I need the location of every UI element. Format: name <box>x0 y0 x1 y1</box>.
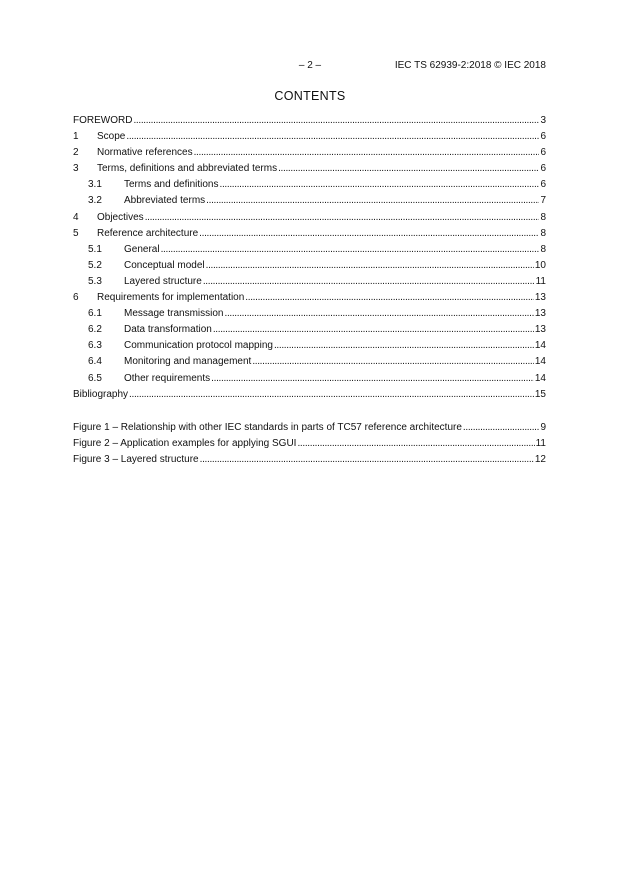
toc-entry-terms-definitions[interactable] <box>73 161 546 177</box>
toc-entry-number: 6.2 <box>88 324 102 336</box>
dot-leader <box>126 129 539 145</box>
document-id: IEC TS 62939-2:2018 © IEC 2018 <box>394 60 546 71</box>
dot-leader <box>220 177 540 193</box>
dot-leader <box>252 354 534 370</box>
toc-entry-title: Monitoring and management <box>124 356 252 368</box>
dot-leader <box>161 242 540 258</box>
toc-entry-number: 1 <box>73 131 79 143</box>
toc-entry-protocol-mapping[interactable] <box>73 338 546 354</box>
dot-leader <box>199 226 539 242</box>
toc-entry-page: 6 <box>540 163 546 175</box>
toc-entry-number: 5.1 <box>88 243 102 255</box>
toc-entry-number: 5.3 <box>88 275 102 287</box>
toc-entry-page: 14 <box>534 372 546 384</box>
toc-entry-abbreviated-terms[interactable] <box>73 193 546 209</box>
toc-entry-title: Conceptual model <box>124 259 205 271</box>
dot-leader <box>145 210 540 226</box>
toc-entry-page: 3 <box>540 115 546 126</box>
toc-entry-number: 6.1 <box>88 308 102 320</box>
toc-entry-objectives[interactable] <box>73 210 546 226</box>
dot-leader <box>200 452 534 468</box>
toc-entry-title: Bibliography <box>73 388 129 400</box>
toc-figure-title: Figure 3 – Layered structure <box>73 453 199 465</box>
dot-leader <box>194 145 540 161</box>
dot-leader <box>224 306 533 322</box>
toc-entry-number: 3.1 <box>88 179 102 191</box>
dot-leader <box>129 387 534 403</box>
table-of-contents <box>73 113 546 468</box>
toc-entry-page: 14 <box>534 340 546 352</box>
toc-figure-3[interactable] <box>73 452 546 468</box>
toc-entry-reference-architecture[interactable] <box>73 226 546 242</box>
toc-entry-number: 6.5 <box>88 372 102 384</box>
toc-entry-page: 13 <box>534 324 546 336</box>
toc-entry-title: Other requirements <box>124 372 211 384</box>
toc-entry-title: General <box>124 243 160 255</box>
toc-entry-title: FOREWORD <box>73 115 133 126</box>
toc-entry-page: 8 <box>540 243 546 255</box>
toc-entry-title: Normative references <box>97 147 193 159</box>
toc-figure-title: Figure 1 – Relationship with other IEC standards in parts of TC57 reference architecture <box>73 421 462 433</box>
toc-entry-page: 7 <box>540 195 546 207</box>
contents-title: CONTENTS <box>274 89 346 103</box>
toc-entry-normative-references[interactable] <box>73 145 546 161</box>
toc-entry-number: 6.4 <box>88 356 102 368</box>
toc-entry-number: 2 <box>73 147 79 159</box>
toc-entry-number: 6.3 <box>88 340 102 352</box>
toc-entry-page: 6 <box>540 131 546 143</box>
dot-leader <box>463 420 540 436</box>
toc-figure-page: 12 <box>534 453 546 465</box>
toc-entry-conceptual-model[interactable] <box>73 258 546 274</box>
toc-entry-title: Requirements for implementation <box>97 292 245 304</box>
toc-figure-page: 11 <box>535 437 546 449</box>
toc-entry-general[interactable] <box>73 242 546 258</box>
toc-entry-number: 6 <box>73 292 79 304</box>
toc-entry-page: 11 <box>535 275 546 287</box>
toc-entry-requirements[interactable] <box>73 290 546 306</box>
toc-entry-terms-and-definitions[interactable] <box>73 177 546 193</box>
dot-leader <box>278 161 539 177</box>
toc-entry-title: Abbreviated terms <box>124 195 206 207</box>
toc-entry-page: 10 <box>534 259 546 271</box>
dot-leader <box>213 322 534 338</box>
dot-leader <box>203 274 535 290</box>
toc-entry-title: Objectives <box>97 211 144 223</box>
toc-entry-number: 4 <box>73 211 79 223</box>
toc-entry-monitoring[interactable] <box>73 354 546 370</box>
toc-entry-foreword[interactable] <box>73 113 546 129</box>
toc-entry-page: 8 <box>540 211 546 223</box>
toc-entry-other-requirements[interactable] <box>73 371 546 387</box>
toc-entry-title: Communication protocol mapping <box>124 340 273 352</box>
toc-entry-page: 13 <box>534 308 546 320</box>
toc-figure-page: 9 <box>540 421 546 433</box>
toc-entry-title: Data transformation <box>124 324 212 336</box>
toc-entry-number: 5 <box>73 227 79 239</box>
toc-entry-number: 5.2 <box>88 259 102 271</box>
dot-leader <box>133 113 539 129</box>
toc-entry-page: 14 <box>534 356 546 368</box>
toc-entry-number: 3 <box>73 163 79 175</box>
dot-leader <box>211 371 534 387</box>
toc-entry-page: 6 <box>540 147 546 159</box>
dot-leader <box>206 258 534 274</box>
toc-entry-page: 8 <box>540 227 546 239</box>
page-number: – 2 – <box>298 60 322 71</box>
toc-entry-bibliography[interactable] <box>73 387 546 403</box>
toc-entry-layered-structure[interactable] <box>73 274 546 290</box>
dot-leader <box>297 436 534 452</box>
toc-figure-title: Figure 2 – Application examples for applying SGUI <box>73 437 297 449</box>
toc-entry-message-transmission[interactable] <box>73 306 546 322</box>
toc-entry-scope[interactable] <box>73 129 546 145</box>
toc-entry-title: Terms and definitions <box>124 179 219 191</box>
toc-entry-title: Scope <box>97 131 126 143</box>
toc-entry-page: 15 <box>534 388 546 400</box>
dot-leader <box>206 193 539 209</box>
toc-entry-data-transformation[interactable] <box>73 322 546 338</box>
toc-figure-1[interactable] <box>73 420 546 436</box>
toc-figure-2[interactable] <box>73 436 546 452</box>
toc-entry-title: Message transmission <box>124 308 224 320</box>
toc-entry-title: Layered structure <box>124 275 202 287</box>
dot-leader <box>274 338 534 354</box>
toc-entry-page: 13 <box>534 292 546 304</box>
toc-entry-number: 3.2 <box>88 195 102 207</box>
toc-entry-title: Reference architecture <box>97 227 199 239</box>
dot-leader <box>245 290 534 306</box>
toc-entry-page: 6 <box>540 179 546 191</box>
toc-entry-title: Terms, definitions and abbreviated terms <box>97 163 278 175</box>
